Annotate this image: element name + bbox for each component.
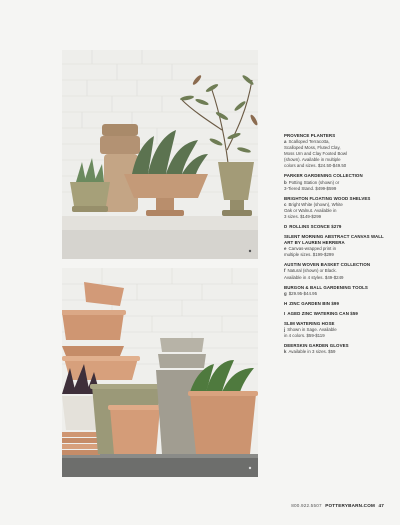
entry-text: ROLLINS SCONCE $279: [289, 224, 342, 230]
entry-text: Scalloped Terracotta,: [288, 139, 330, 145]
entry-marker: e: [284, 246, 287, 252]
entry-deerskin-gloves: [284, 343, 394, 355]
entry-line: colors and sizes. $24.50-$49.50: [284, 163, 347, 169]
entry-title: AUSTIN WOVEN BASKET COLLECTION: [284, 262, 371, 268]
entry-watering-can: [284, 311, 394, 317]
stacked-pots-illustration: [62, 268, 258, 477]
entry-marker: H: [284, 300, 288, 306]
entry-text: Shown in Sage. Available: [287, 327, 337, 333]
entry-text: AGED ZINC WATERING CAN $59: [287, 310, 358, 316]
entry-zinc-bin: [284, 301, 394, 307]
page-number: 47: [378, 503, 384, 508]
entry-text: $29.95-$44.95: [288, 290, 318, 296]
entry-line: 3 sizes. $149-$299: [284, 213, 322, 219]
entry-title: PARKER GARDENING COLLECTION: [284, 173, 363, 179]
entry-line: 3-Tiered Stand. $499-$599: [284, 185, 337, 191]
entry-title: PROVENCE PLANTERS: [284, 133, 336, 138]
entry-marker: c: [284, 201, 287, 207]
photo-stacked-pots: [62, 268, 258, 477]
entry-line: Available in 4 styles. $49-$249: [284, 274, 344, 280]
planters-shelf-illustration: [62, 50, 258, 259]
entry-line: multiple sizes. $199-$299: [284, 252, 334, 258]
footer-phone: 800.922.5507: [291, 503, 322, 508]
entry-marker: g: [284, 290, 287, 296]
entry-marker: a: [284, 139, 287, 145]
entry-title: BURGON & BALL GARDENING TOOLS: [284, 284, 368, 290]
entry-silent-morning: [284, 234, 394, 258]
entry-slim-hose: [284, 321, 394, 339]
entry-line: [284, 301, 394, 307]
entry-austin-basket: [284, 262, 394, 280]
entry-text: ZINC GARDEN BIN $99: [289, 300, 339, 306]
entry-line: [284, 224, 394, 230]
entry-marker: b: [284, 179, 287, 185]
entry-title: DEERSKIN GARDEN GLOVES: [284, 343, 349, 349]
entry-line: [284, 311, 394, 317]
entry-marker: k: [284, 349, 287, 355]
entry-text: Bright White (shown), White: [288, 201, 343, 207]
entry-line: Moss Urn and Clay Footed Bowl: [284, 151, 347, 157]
footer-brand-link[interactable]: POTTERYBARN.COM: [325, 503, 375, 508]
entry-provence-planters: [284, 133, 394, 169]
entry-title: BRIGHTON FLOATING WOOD SHELVES: [284, 195, 371, 201]
entry-marker: j: [284, 327, 286, 333]
entry-parker-gardening: [284, 173, 394, 191]
entry-title: SLIM WATERING HOSE: [284, 320, 335, 326]
entry-text: Available in 3 sizes. $59: [288, 349, 336, 355]
entry-marker: D: [284, 224, 288, 230]
entry-brighton-shelves: [284, 196, 394, 220]
entry-text: Potting Station (shown) or: [288, 179, 340, 185]
entry-marker: f: [284, 268, 286, 274]
entry-text: Canvas-wrapped print in: [288, 246, 337, 252]
entry-title: SILENT MORNING ABSTRACT CANVAS WALL ART BY LAUREN HERRERA: [284, 234, 384, 246]
entry-line: [284, 291, 394, 297]
entry-line: [284, 349, 394, 355]
entry-line: (shown). Available in multiple: [284, 157, 341, 163]
entry-burgon-ball: [284, 285, 394, 297]
entry-line: in 4 colors. $59-$119: [284, 333, 325, 339]
page-footer: [291, 503, 384, 508]
photo-planters-shelf: [62, 50, 258, 259]
entry-line: Oak or Walnut. Available in: [284, 207, 337, 213]
entry-text: Natural (shown) or Black.: [287, 268, 337, 274]
entry-marker: I: [284, 310, 286, 316]
entry-rollins-sconce: [284, 224, 394, 230]
product-listing: [284, 133, 394, 359]
entry-line: Scalloped Moss, Fluted Clay,: [284, 145, 341, 151]
